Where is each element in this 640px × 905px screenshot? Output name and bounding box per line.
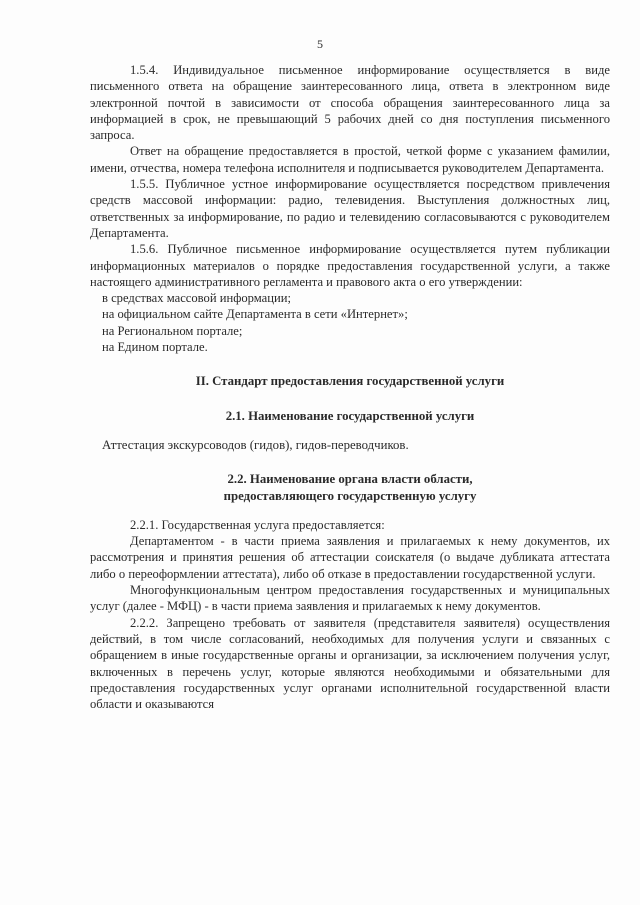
subsection-2-2-title-line2: предоставляющего государственную услугу	[223, 488, 477, 503]
subsection-2-2-title-line1: 2.2. Наименование органа власти области,	[227, 472, 473, 487]
subsection-2-1-title: 2.1. Наименование государственной услуги	[225, 408, 475, 423]
paragraph-2-2-2: 2.2.2. Запрещено требовать от заявителя (представителя заявителя) осуществления действий, в том числе согласований, необходимых для получения услуги и связанных с обращением в иные государственные органы и организации, за исключением получения услуг, включенных в перечень услуг, которые являются необходимыми и обязательными для предоставления государственных услуг органами исполнительной государственной власти области и оказываются	[90, 615, 610, 712]
list-item-unified-portal: на Едином портале.	[102, 340, 208, 355]
paragraph-department: Департаментом - в части приема заявления и прилагаемых к нему документов, их рассмотрения и принятия решения об аттестации соискателя (о выдаче дубликата аттестата либо о переоформлении аттестата), либо об отказе в предоставлении государственной услуги.	[90, 534, 610, 581]
paragraph-mfc: Многофункциональным центром предоставления государственных и муниципальных услуг (далее - МФЦ) - в части приема заявления и прилагаемых к нему документов.	[90, 583, 610, 614]
service-name: Аттестация экскурсоводов (гидов), гидов-переводчиков.	[102, 437, 409, 452]
paragraph-1-5-6: 1.5.6. Публичное письменное информирование осуществляется путем публикации информационных материалов о порядке предоставления государственной услуги, а также настоящего административного регламента и правового акта о его утверждении:	[90, 242, 610, 289]
paragraph-answer: Ответ на обращение предоставляется в простой, четкой форме с указанием фамилии, имени, отчества, номера телефона исполнителя и подписывается руководителем Департамента.	[90, 144, 610, 175]
paragraph-1-5-5: 1.5.5. Публичное устное информирование осуществляется посредством привлечения средств массовой информации: радио, телевидения. Выступления должностных лиц, ответственных за информирование, по радио и телевидению согласовываются с руководителем Департамента.	[90, 177, 610, 240]
list-item-regional-portal: на Региональном портале;	[102, 323, 243, 338]
page-number: 5	[317, 37, 323, 51]
section-2-title: II. Стандарт предоставления государственной услуги	[195, 374, 505, 389]
list-item-official-site: на официальном сайте Департамента в сети «Интернет»;	[102, 307, 408, 322]
list-item-mass-media: в средствах массовой информации;	[102, 291, 291, 306]
paragraph-1-5-4: 1.5.4. Индивидуальное письменное информирование осуществляется в виде письменного ответа на обращение заинтересованного лица, ответа в электронном виде электронной почтой в зависимости от способа обращения заинтересованного лица за информацией в срок, не превышающий 5 рабочих дней со дня поступления письменного запроса.	[90, 63, 610, 143]
paragraph-2-2-1: 2.2.1. Государственная услуга предоставляется:	[130, 517, 385, 532]
page-content	[90, 62, 610, 712]
